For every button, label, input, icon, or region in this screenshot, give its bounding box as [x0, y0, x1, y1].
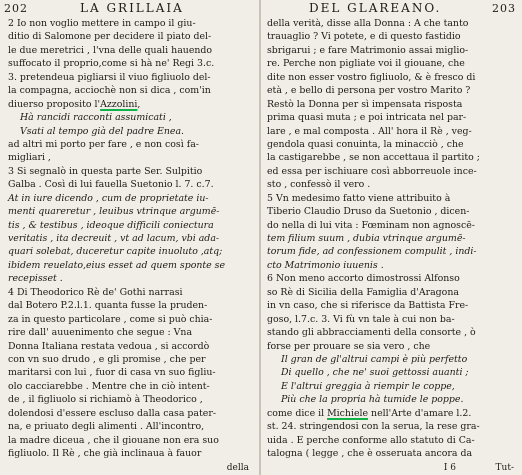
line-text: trauaglio ? Vi potete, e di questo fastidio: [267, 31, 461, 43]
catchword: Tut-: [495, 463, 514, 473]
text-line: [0, 192, 259, 205]
text-line: [261, 138, 522, 151]
right-page-body: [261, 17, 522, 475]
line-text: recepisset .: [8, 273, 63, 285]
text-line: [261, 111, 522, 124]
text-line: [0, 57, 259, 70]
running-title: LA GRILLAIA: [80, 1, 184, 15]
text-line: [261, 286, 522, 299]
line-text: ibidem reuelato,eius esset ad quem sponte se: [8, 259, 226, 271]
line-text: la madre diceua , che il giouane non era suo: [8, 434, 219, 446]
text-line: [0, 393, 259, 406]
line-text: 2 Io non voglio mettere in campo il giu-: [8, 18, 196, 29]
line-text: diuerso proposito l': [8, 98, 101, 110]
text-line: [261, 353, 522, 366]
running-title: DEL GLAREANO.: [309, 1, 442, 15]
line-text: cto Matrimonio iuuenis .: [267, 259, 384, 271]
line-text: le due meretrici , l'vna delle quali hauendo: [8, 44, 213, 56]
text-line: [261, 245, 522, 258]
line-text: età , e bello di persona per vostro Marito ?: [267, 85, 471, 97]
line-text: migliari ,: [8, 152, 51, 164]
text-line: [261, 259, 522, 272]
line-text: con vn suo drudo , e gli promise , che per: [8, 353, 206, 365]
text-line: [0, 259, 259, 272]
text-line: [0, 17, 259, 30]
line-text: 6 Non meno accorto dimostrossi Alfonso: [267, 273, 460, 285]
text-line: [261, 219, 522, 232]
line-text: come dice il: [267, 407, 328, 419]
text-line: [261, 380, 522, 393]
line-text: sbrigarui ; e fare Matrimonio assai miglio-: [267, 44, 469, 56]
line-text: figliuolo. Il Rè , che già inclinaua à fauor: [8, 448, 202, 459]
text-line: [261, 178, 522, 191]
line-text: 3 Si segnalò in questa parte Ser. Sulpitio: [8, 165, 203, 177]
line-text: st. 24. stringendosi con la serua, la rese gra-: [267, 421, 480, 433]
text-line: [261, 326, 522, 339]
text-line: [261, 272, 522, 285]
highlighted-name: Azzolini: [100, 98, 138, 110]
line-text: Di quello , che ne' suoi gettossi auanti ;: [281, 367, 469, 379]
line-text: torum fide, ad confessionem compulit , indi-: [267, 246, 477, 258]
page-number: 203: [492, 2, 516, 15]
text-line: [0, 366, 259, 379]
right-page: [261, 0, 522, 475]
right-page-header: [261, 2, 522, 16]
text-line: [261, 44, 522, 57]
signature-mark: I 6: [443, 463, 456, 473]
text-line: [0, 178, 259, 191]
line-text: lare , e mal composta . All' hora il Rè , veg-: [267, 125, 472, 137]
text-line: [0, 447, 259, 460]
line-text: maritarsi con lui , fuor di casa vn suo figliu-: [8, 367, 216, 379]
text-line: [0, 205, 259, 218]
highlighted-name: Michiele: [327, 407, 369, 419]
text-line: [261, 57, 522, 70]
line-text: do nella di lui vita : Fœminam non agnoscē-: [267, 219, 475, 231]
line-text: 5 Vn medesimo fatto viene attribuito à: [267, 192, 451, 204]
text-line: [0, 420, 259, 433]
line-text: E l'altrui greggia à riempir le coppe,: [281, 380, 455, 392]
text-line: [0, 340, 259, 353]
line-text: menti quareretur , leuibus vtrinque argumē-: [8, 206, 220, 218]
line-text: 3. pretendeua pigliarsi il viuo figliuolo del-: [8, 71, 211, 83]
line-text: dite non esser vostro figliuolo, & è fresco di: [267, 71, 476, 83]
text-line: [261, 98, 522, 111]
line-text-tail: ,: [137, 98, 141, 110]
text-line: [261, 84, 522, 97]
text-line: [261, 205, 522, 218]
text-line: [0, 326, 259, 339]
text-line: [261, 393, 522, 406]
text-line: [0, 232, 259, 245]
line-text: za in questo particolare , come si può chia-: [8, 313, 213, 325]
text-line: [261, 30, 522, 43]
line-text: Vsati al tempo già del padre Enea.: [20, 125, 185, 137]
text-line: [0, 434, 259, 447]
line-text: Tiberio Claudio Druso da Suetonio , dicen-: [267, 206, 470, 218]
line-text: ad altri mi porto per fare , e non così fa-: [8, 138, 199, 150]
catchword: della: [226, 463, 249, 473]
text-line: [261, 232, 522, 245]
line-text: in vn caso, che si riferisce da Battista Fre-: [267, 300, 469, 312]
line-text: Donna Italiana restata vedoua , si accordò: [8, 340, 210, 352]
text-line: [0, 30, 259, 43]
text-line: [0, 380, 259, 393]
text-line: [0, 165, 259, 178]
left-page-header: [0, 2, 259, 16]
text-line: [261, 447, 522, 460]
line-text: prima quasi muta ; e poi intricata nel par-: [267, 112, 467, 124]
line-text: Hà rancidi racconti assumicati ,: [20, 112, 172, 124]
line-text: Il gran de gl'altrui campi è più perfetto: [281, 353, 468, 365]
line-text: de , il figliuolo si richiamò à Theodorico ,: [8, 394, 203, 406]
line-text: goso, l.7.c. 3. Vi fù vn tale à cui non ba-: [267, 313, 455, 325]
line-text: stando gli abbracciamenti della consorte , ò: [267, 327, 476, 339]
line-text: re. Perche non pigliate voi il giouane, che: [267, 58, 465, 70]
line-text: dolendosi d'essere escluso dalla casa pater-: [8, 407, 216, 419]
text-line: [0, 44, 259, 57]
text-line: [0, 219, 259, 232]
line-text: suffocato il proprio,come si hà ne' Regi 3.c.: [8, 58, 215, 70]
line-text: la compagna, acciochè non si dica , com'in: [8, 85, 211, 97]
text-line: [261, 366, 522, 379]
text-line: [261, 192, 522, 205]
text-line: [0, 138, 259, 151]
line-text: na, e priuato degli alimenti . All'incontro,: [8, 421, 205, 433]
line-text: forse per prouare se sia vero , che: [267, 340, 431, 352]
text-line: [261, 151, 522, 164]
text-line: [0, 71, 259, 84]
text-line: [0, 111, 259, 124]
text-line: [261, 299, 522, 312]
text-line: [0, 84, 259, 97]
line-text: so Rè di Sicilia della Famiglia d'Aragona: [267, 286, 459, 298]
text-line: [0, 272, 259, 285]
text-line: [261, 71, 522, 84]
text-line: [261, 125, 522, 138]
text-line: [0, 125, 259, 138]
line-text: quari solebat, duceretur capite inuoluto ,atq;: [8, 246, 223, 258]
left-page-body: [0, 17, 259, 475]
text-line: [261, 434, 522, 447]
line-text: tem filium suum , dubia vtrinque argumē-: [267, 233, 466, 244]
line-text: uida . E perche conforme allo statuto di Ca-: [267, 434, 475, 446]
line-text: talogna ( legge , che è osseruata ancora da: [267, 448, 473, 459]
line-text: Più che la propria hà tumide le poppe.: [281, 394, 464, 406]
line-text: ditio di Salomone per decidere il piato del-: [8, 31, 212, 43]
line-text: rire dall' auuenimento che segue : Vna: [8, 327, 193, 339]
text-line: [0, 313, 259, 326]
line-text: 4 Di Theodorico Rè de' Gothi narrasi: [8, 286, 183, 298]
line-text: tis , & testibus , ideoque difficili coniectura: [8, 219, 214, 231]
text-line: [0, 151, 259, 164]
line-text: dal Botero P.2.l.1. quanta fusse la pruden-: [8, 300, 208, 312]
page-number: 202: [4, 2, 28, 15]
text-line: [261, 420, 522, 433]
text-line: [0, 353, 259, 366]
text-line: [261, 165, 522, 178]
text-line: [0, 407, 259, 420]
line-text: della verità, disse alla Donna : A che tanto: [267, 18, 469, 29]
text-line: [261, 407, 522, 420]
text-line: [261, 313, 522, 326]
text-line: [261, 340, 522, 353]
line-text: At in iure dicendo , cum de proprietate iu-: [8, 192, 209, 204]
text-line: [0, 299, 259, 312]
text-line: [261, 17, 522, 30]
line-text: veritatis , ita decreuit , vt ad lacum, vbi ada-: [8, 233, 220, 244]
line-text: olo cacciarebbe . Mentre che in ciò intent-: [8, 380, 210, 392]
text-line: [0, 286, 259, 299]
text-line: [0, 245, 259, 258]
line-text: ed essa per ischiuare così abborreuole ince-: [267, 165, 477, 177]
line-text-tail: nell'Arte d'amare l.2.: [368, 407, 472, 419]
line-text: sto , confessò il vero .: [267, 179, 371, 191]
left-page: [0, 0, 259, 475]
line-text: gendola quasi conuinta, la minacciò , che: [267, 138, 464, 150]
text-line: [0, 98, 259, 111]
line-text: Restò la Donna per sì impensata risposta: [267, 98, 463, 110]
line-text: la castigarebbe , se non accettaua il partito ;: [267, 152, 480, 164]
line-text: Galba . Così di lui fauella Suetonio l. 7. c.7.: [8, 179, 214, 191]
